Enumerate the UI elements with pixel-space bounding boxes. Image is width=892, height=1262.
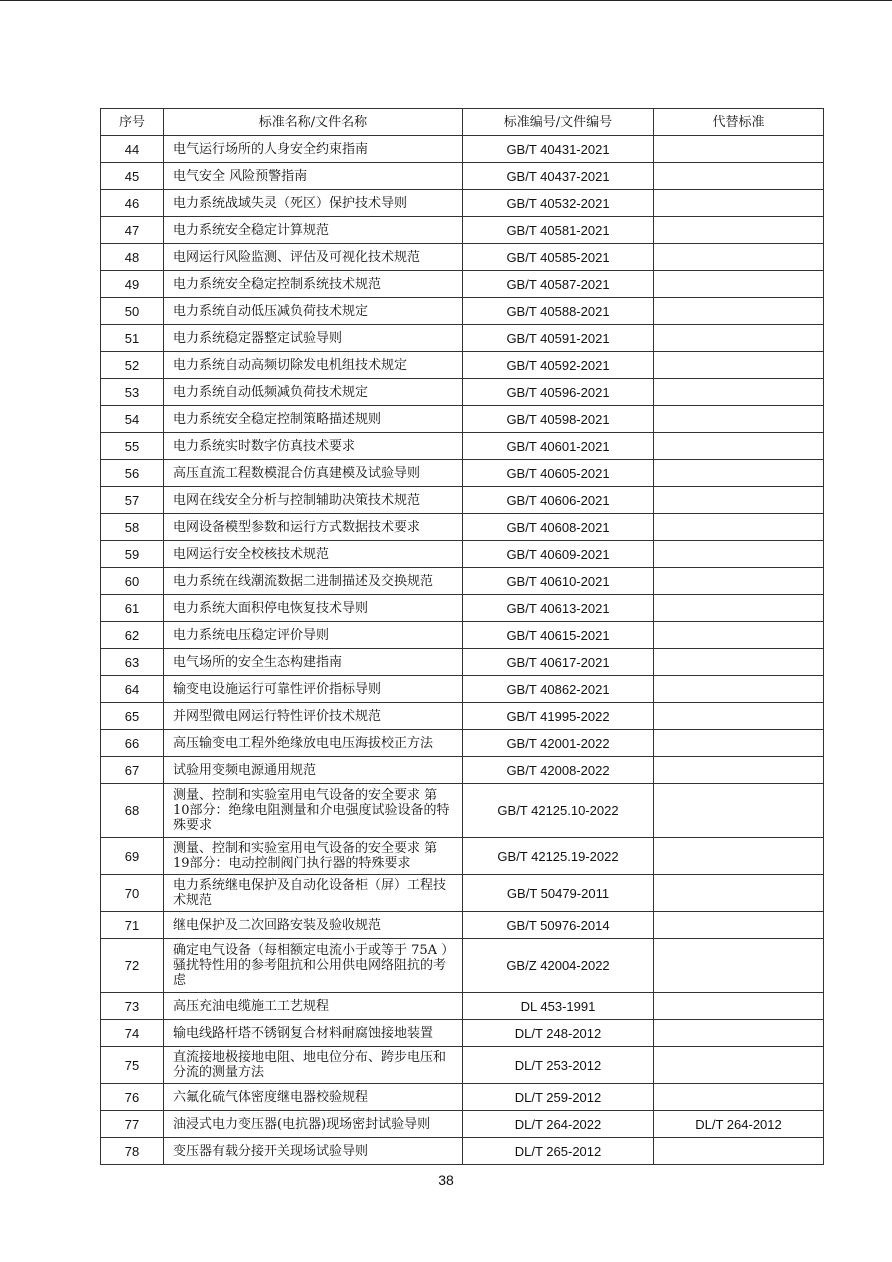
row-standard-name: 电力系统安全稳定计算规范 [164, 217, 463, 244]
row-standard-code: GB/T 40592-2021 [463, 352, 654, 379]
row-standard-code: GB/T 40588-2021 [463, 298, 654, 325]
row-number: 62 [101, 622, 164, 649]
row-replaced-standard [654, 379, 824, 406]
table-row [101, 838, 824, 875]
row-number: 75 [101, 1047, 164, 1084]
row-number: 53 [101, 379, 164, 406]
row-standard-code: GB/T 40606-2021 [463, 487, 654, 514]
row-standard-name: 高压直流工程数模混合仿真建模及试验导则 [164, 460, 463, 487]
table-row [101, 244, 824, 271]
row-standard-name: 电力系统战域失灵（死区）保护技术导则 [164, 190, 463, 217]
table-row [101, 136, 824, 163]
header-code: 标准编号/文件编号 [463, 109, 654, 136]
table-row [101, 784, 824, 838]
row-replaced-standard [654, 1084, 824, 1111]
row-standard-code: GB/T 42001-2022 [463, 730, 654, 757]
row-number: 44 [101, 136, 164, 163]
table-row [101, 939, 824, 993]
row-number: 71 [101, 912, 164, 939]
row-number: 48 [101, 244, 164, 271]
row-standard-code: GB/T 50976-2014 [463, 912, 654, 939]
table-row [101, 1047, 824, 1084]
table-row [101, 993, 824, 1020]
row-number: 77 [101, 1111, 164, 1138]
row-standard-name: 输电线路杆塔不锈钢复合材料耐腐蚀接地装置 [164, 1020, 463, 1047]
row-replaced-standard [654, 757, 824, 784]
row-replaced-standard [654, 1020, 824, 1047]
row-number: 61 [101, 595, 164, 622]
row-standard-code: GB/T 40596-2021 [463, 379, 654, 406]
row-standard-code: GB/Z 42004-2022 [463, 939, 654, 993]
row-standard-code: GB/T 40587-2021 [463, 271, 654, 298]
row-number: 51 [101, 325, 164, 352]
row-replaced-standard [654, 838, 824, 875]
row-standard-name: 确定电气设备（每相额定电流小于或等于 75A ）骚扰特性用的参考阻抗和公用供电网络阻抗的考虑 [164, 939, 463, 993]
row-number: 78 [101, 1138, 164, 1165]
row-standard-code: GB/T 40591-2021 [463, 325, 654, 352]
row-standard-code: GB/T 40598-2021 [463, 406, 654, 433]
row-standard-name: 油浸式电力变压器(电抗器)现场密封试验导则 [164, 1111, 463, 1138]
table-row [101, 379, 824, 406]
row-standard-name: 电力系统自动低压减负荷技术规定 [164, 298, 463, 325]
row-replaced-standard: DL/T 264-2012 [654, 1111, 824, 1138]
row-replaced-standard [654, 514, 824, 541]
page-number: 38 [438, 1172, 454, 1188]
row-replaced-standard [654, 939, 824, 993]
row-standard-name: 继电保护及二次回路安装及验收规范 [164, 912, 463, 939]
table-row [101, 325, 824, 352]
row-standard-code: GB/T 40532-2021 [463, 190, 654, 217]
row-standard-code: GB/T 40862-2021 [463, 676, 654, 703]
row-number: 70 [101, 875, 164, 912]
table-row [101, 406, 824, 433]
row-replaced-standard [654, 487, 824, 514]
table-row [101, 676, 824, 703]
row-number: 52 [101, 352, 164, 379]
row-replaced-standard [654, 136, 824, 163]
row-standard-name: 电气运行场所的人身安全约束指南 [164, 136, 463, 163]
row-replaced-standard [654, 595, 824, 622]
table-row [101, 730, 824, 757]
row-replaced-standard [654, 163, 824, 190]
row-standard-name: 直流接地极接地电阻、地电位分布、跨步电压和分流的测量方法 [164, 1047, 463, 1084]
row-standard-code: GB/T 40601-2021 [463, 433, 654, 460]
row-standard-code: GB/T 42125.19-2022 [463, 838, 654, 875]
row-standard-name: 电网运行风险监测、评估及可视化技术规范 [164, 244, 463, 271]
standards-table [100, 108, 824, 1165]
table-header-row [101, 109, 824, 136]
row-replaced-standard [654, 541, 824, 568]
row-replaced-standard [654, 676, 824, 703]
row-replaced-standard [654, 271, 824, 298]
row-standard-code: GB/T 40605-2021 [463, 460, 654, 487]
row-number: 46 [101, 190, 164, 217]
table-row [101, 271, 824, 298]
row-standard-name: 试验用变频电源通用规范 [164, 757, 463, 784]
table-row [101, 622, 824, 649]
row-replaced-standard [654, 190, 824, 217]
row-standard-name: 输变电设施运行可靠性评价指标导则 [164, 676, 463, 703]
table-row [101, 217, 824, 244]
row-replaced-standard [654, 993, 824, 1020]
row-replaced-standard [654, 568, 824, 595]
row-number: 64 [101, 676, 164, 703]
row-standard-name: 电力系统自动高频切除发电机组技术规定 [164, 352, 463, 379]
table-row [101, 163, 824, 190]
table-row [101, 514, 824, 541]
table-row [101, 460, 824, 487]
row-replaced-standard [654, 460, 824, 487]
row-number: 55 [101, 433, 164, 460]
row-number: 58 [101, 514, 164, 541]
row-number: 73 [101, 993, 164, 1020]
row-standard-code: GB/T 40609-2021 [463, 541, 654, 568]
row-replaced-standard [654, 217, 824, 244]
row-standard-code: GB/T 40610-2021 [463, 568, 654, 595]
row-number: 59 [101, 541, 164, 568]
row-standard-code: GB/T 40437-2021 [463, 163, 654, 190]
header-name: 标准名称/文件名称 [164, 109, 463, 136]
row-replaced-standard [654, 703, 824, 730]
table-row [101, 703, 824, 730]
row-standard-name: 变压器有载分接开关现场试验导则 [164, 1138, 463, 1165]
top-border-line [0, 0, 892, 1]
row-standard-code: GB/T 50479-2011 [463, 875, 654, 912]
row-replaced-standard [654, 622, 824, 649]
table-row [101, 568, 824, 595]
table-row [101, 912, 824, 939]
row-replaced-standard [654, 433, 824, 460]
row-standard-code: DL/T 265-2012 [463, 1138, 654, 1165]
table-row [101, 298, 824, 325]
table-row [101, 433, 824, 460]
row-number: 60 [101, 568, 164, 595]
row-standard-code: DL/T 259-2012 [463, 1084, 654, 1111]
row-number: 74 [101, 1020, 164, 1047]
row-replaced-standard [654, 325, 824, 352]
row-standard-name: 电力系统在线潮流数据二进制描述及交换规范 [164, 568, 463, 595]
row-replaced-standard [654, 1047, 824, 1084]
table-row [101, 649, 824, 676]
row-number: 49 [101, 271, 164, 298]
row-number: 69 [101, 838, 164, 875]
row-standard-name: 电气安全 风险预警指南 [164, 163, 463, 190]
row-number: 56 [101, 460, 164, 487]
row-standard-name: 并网型微电网运行特性评价技术规范 [164, 703, 463, 730]
row-standard-code: GB/T 40615-2021 [463, 622, 654, 649]
row-standard-name: 电网在线安全分析与控制辅助决策技术规范 [164, 487, 463, 514]
row-standard-code: DL/T 264-2022 [463, 1111, 654, 1138]
table-row [101, 487, 824, 514]
row-number: 66 [101, 730, 164, 757]
row-standard-name: 六氟化硫气体密度继电器校验规程 [164, 1084, 463, 1111]
table-row [101, 352, 824, 379]
row-standard-name: 高压输变电工程外绝缘放电电压海拔校正方法 [164, 730, 463, 757]
table-row [101, 1111, 824, 1138]
row-number: 47 [101, 217, 164, 244]
row-replaced-standard [654, 875, 824, 912]
table-row [101, 541, 824, 568]
table-row [101, 1084, 824, 1111]
row-number: 76 [101, 1084, 164, 1111]
row-standard-name: 电力系统大面积停电恢复技术导则 [164, 595, 463, 622]
row-number: 63 [101, 649, 164, 676]
row-standard-name: 电力系统电压稳定评价导则 [164, 622, 463, 649]
row-standard-code: GB/T 40613-2021 [463, 595, 654, 622]
table-row [101, 757, 824, 784]
row-replaced-standard [654, 352, 824, 379]
row-number: 54 [101, 406, 164, 433]
row-standard-name: 电力系统安全稳定控制系统技术规范 [164, 271, 463, 298]
header-no: 序号 [101, 109, 164, 136]
row-standard-name: 电力系统实时数字仿真技术要求 [164, 433, 463, 460]
row-number: 57 [101, 487, 164, 514]
row-number: 65 [101, 703, 164, 730]
row-standard-name: 电力系统安全稳定控制策略描述规则 [164, 406, 463, 433]
row-standard-name: 电气场所的安全生态构建指南 [164, 649, 463, 676]
row-replaced-standard [654, 912, 824, 939]
row-number: 45 [101, 163, 164, 190]
table-row [101, 1138, 824, 1165]
row-replaced-standard [654, 730, 824, 757]
row-standard-name: 电力系统自动低频减负荷技术规定 [164, 379, 463, 406]
row-number: 67 [101, 757, 164, 784]
table-body [101, 136, 824, 1165]
table-row [101, 190, 824, 217]
row-standard-name: 电力系统稳定器整定试验导则 [164, 325, 463, 352]
row-standard-code: GB/T 42008-2022 [463, 757, 654, 784]
row-standard-code: GB/T 40608-2021 [463, 514, 654, 541]
row-standard-name: 测量、控制和实验室用电气设备的安全要求 第19部分：电动控制阀门执行器的特殊要求 [164, 838, 463, 875]
row-number: 68 [101, 784, 164, 838]
row-standard-name: 测量、控制和实验室用电气设备的安全要求 第10部分：绝缘电阻测量和介电强度试验设备的特殊要求 [164, 784, 463, 838]
row-replaced-standard [654, 1138, 824, 1165]
row-standard-code: GB/T 40431-2021 [463, 136, 654, 163]
table-row [101, 1020, 824, 1047]
row-standard-name: 电力系统继电保护及自动化设备柜（屏）工程技术规范 [164, 875, 463, 912]
row-number: 50 [101, 298, 164, 325]
row-standard-code: DL/T 253-2012 [463, 1047, 654, 1084]
row-standard-code: GB/T 40617-2021 [463, 649, 654, 676]
row-standard-code: GB/T 42125.10-2022 [463, 784, 654, 838]
row-standard-code: GB/T 40581-2021 [463, 217, 654, 244]
row-standard-code: DL 453-1991 [463, 993, 654, 1020]
row-replaced-standard [654, 244, 824, 271]
row-standard-code: GB/T 41995-2022 [463, 703, 654, 730]
row-replaced-standard [654, 298, 824, 325]
row-number: 72 [101, 939, 164, 993]
row-replaced-standard [654, 649, 824, 676]
row-standard-name: 高压充油电缆施工工艺规程 [164, 993, 463, 1020]
row-replaced-standard [654, 406, 824, 433]
table-row [101, 595, 824, 622]
table-row [101, 875, 824, 912]
row-standard-name: 电网设备模型参数和运行方式数据技术要求 [164, 514, 463, 541]
row-standard-code: GB/T 40585-2021 [463, 244, 654, 271]
row-replaced-standard [654, 784, 824, 838]
row-standard-code: DL/T 248-2012 [463, 1020, 654, 1047]
header-replaces: 代替标准 [654, 109, 824, 136]
row-standard-name: 电网运行安全校核技术规范 [164, 541, 463, 568]
